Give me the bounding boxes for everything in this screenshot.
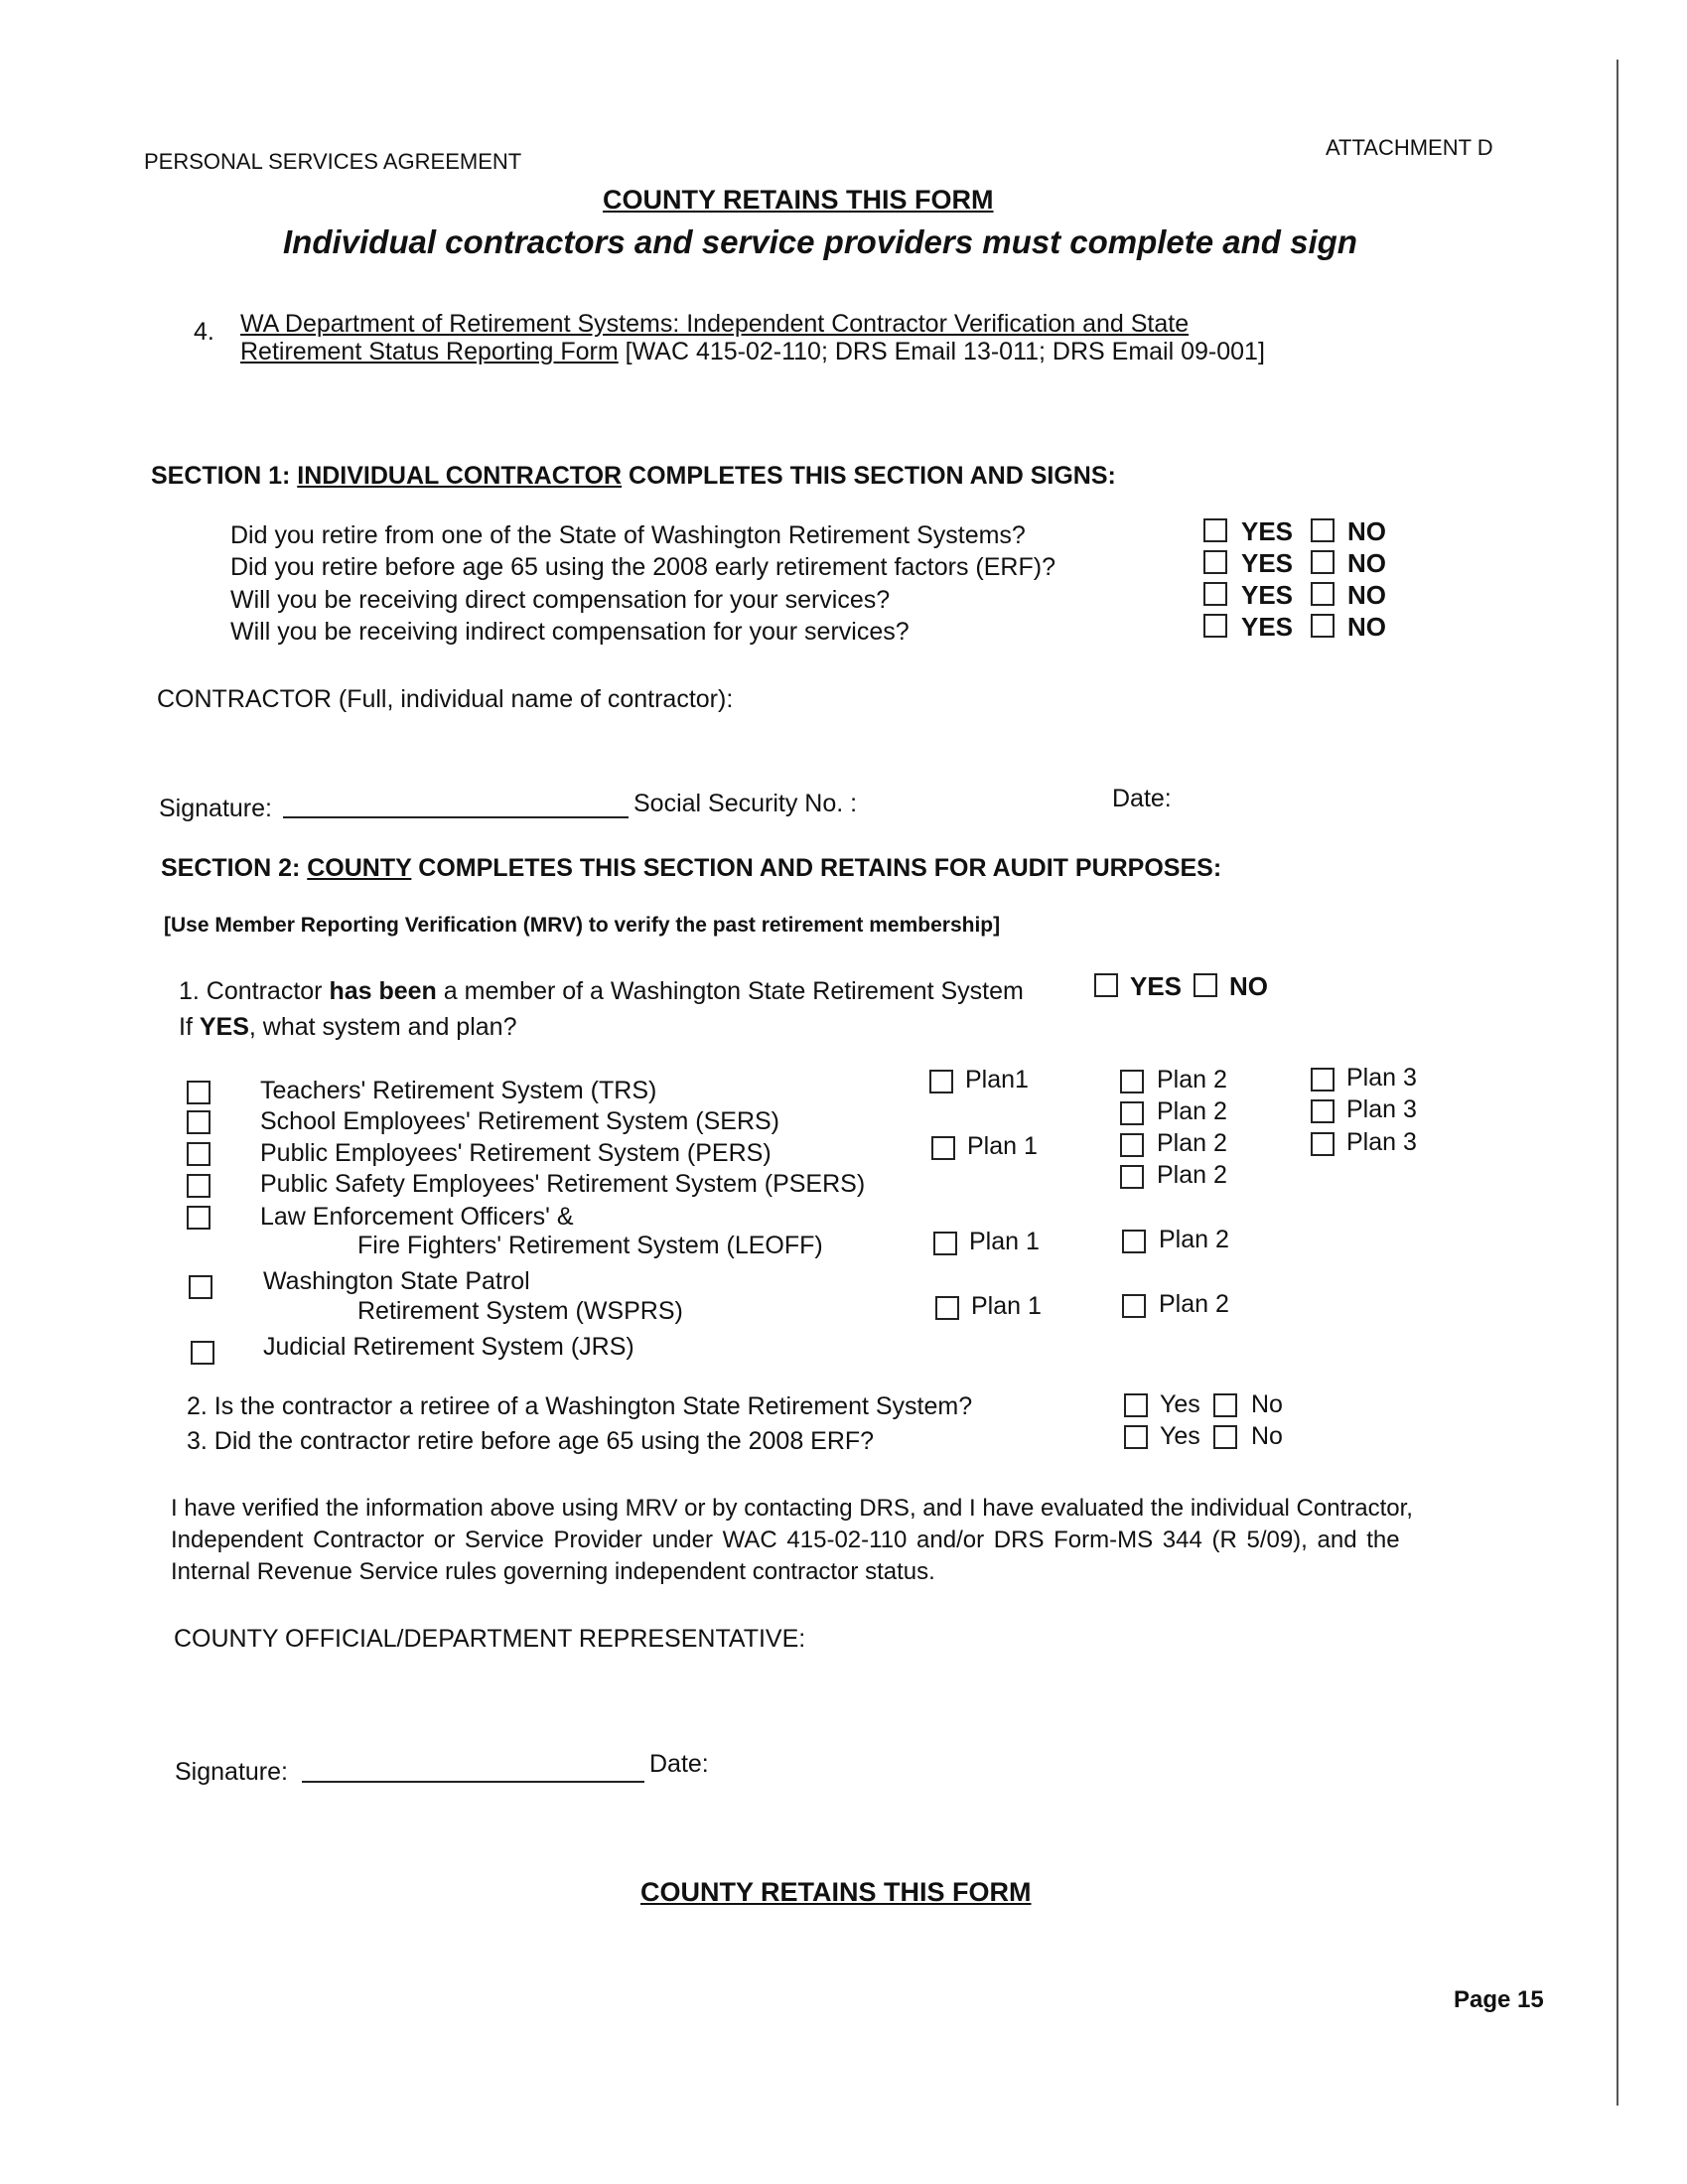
system-pers: Public Employees' Retirement System (PERS)	[260, 1139, 772, 1167]
scan-edge-line	[1617, 60, 1618, 2106]
psers-plan2-label: Plan 2	[1157, 1161, 1227, 1189]
system-sers: School Employees' Retirement System (SERS)	[260, 1107, 780, 1135]
header-right: ATTACHMENT D	[1326, 135, 1493, 160]
sers-plan2-label: Plan 2	[1157, 1097, 1227, 1125]
pers-plan1-checkbox[interactable]	[931, 1136, 955, 1160]
trs-plan2-checkbox[interactable]	[1120, 1070, 1144, 1093]
leoff-plan2-checkbox[interactable]	[1122, 1230, 1146, 1253]
item4-link[interactable]: Retirement Status Reporting Form	[240, 338, 619, 365]
jrs-checkbox[interactable]	[191, 1341, 214, 1365]
pers-plan3-label: Plan 3	[1346, 1128, 1417, 1156]
page-title-bottom: COUNTY RETAINS THIS FORM	[640, 1877, 1032, 1907]
q4-no-checkbox[interactable]	[1311, 614, 1335, 638]
ssn-label: Social Security No. :	[633, 790, 858, 817]
contractor-signature-line[interactable]	[283, 816, 629, 818]
page-subtitle: Individual contractors and service providers must complete and sign	[283, 223, 1357, 260]
q3-no-checkbox[interactable]	[1311, 582, 1335, 606]
q2-no-checkbox[interactable]	[1311, 550, 1335, 574]
system-psers: Public Safety Employees' Retirement System (PSERS)	[260, 1170, 866, 1198]
leoff-plan1-label: Plan 1	[969, 1228, 1040, 1255]
wsprs-plan1-label: Plan 1	[971, 1292, 1042, 1320]
page-title-top: COUNTY RETAINS THIS FORM	[603, 185, 994, 215]
section2-q1: 1. Contractor has been a member of a Washington State Retirement System	[179, 977, 1024, 1005]
page-number: Page 15	[1454, 1986, 1544, 2013]
section2-heading: SECTION 2: COUNTY COMPLETES THIS SECTION AND RETAINS FOR AUDIT PURPOSES:	[161, 854, 1222, 882]
pers-checkbox[interactable]	[187, 1142, 211, 1166]
section1-heading: SECTION 1: INDIVIDUAL CONTRACTOR COMPLETES THIS SECTION AND SIGNS:	[151, 462, 1116, 490]
psers-plan2-checkbox[interactable]	[1120, 1165, 1144, 1189]
section2-q3: 3. Did the contractor retire before age 65 using the 2008 ERF?	[187, 1427, 875, 1455]
leoff-checkbox[interactable]	[187, 1206, 211, 1230]
q1-no-checkbox[interactable]	[1311, 518, 1335, 542]
section2-q2: 2. Is the contractor a retiree of a Washington State Retirement System?	[187, 1392, 973, 1420]
erf-yes-label: Yes	[1160, 1422, 1200, 1450]
section1-question: Will you be receiving direct compensation for your services?	[230, 586, 891, 614]
section1-question: Did you retire before age 65 using the 2008 early retirement factors (ERF)?	[230, 553, 1055, 581]
contractor-date-label: Date:	[1112, 785, 1172, 812]
section2-note: [Use Member Reporting Verification (MRV) to verify the past retirement membership]	[164, 914, 1001, 937]
trs-plan1-checkbox[interactable]	[929, 1070, 953, 1093]
wsprs-plan2-checkbox[interactable]	[1122, 1294, 1146, 1318]
q1-no-label: NO	[1347, 516, 1386, 546]
system-jrs: Judicial Retirement System (JRS)	[263, 1333, 634, 1361]
membership-yes-checkbox[interactable]	[1094, 973, 1118, 997]
erf-no-label: No	[1251, 1422, 1283, 1450]
q3-yes-checkbox[interactable]	[1203, 582, 1227, 606]
section1-question: Did you retire from one of the State of Washington Retirement Systems?	[230, 521, 1026, 549]
sers-checkbox[interactable]	[187, 1110, 211, 1134]
system-trs: Teachers' Retirement System (TRS)	[260, 1077, 657, 1104]
membership-no-checkbox[interactable]	[1194, 973, 1217, 997]
item4-refs: [WAC 415-02-110; DRS Email 13-011; DRS Email 09-001]	[618, 338, 1265, 365]
system-wsp-line2: Retirement System (WSPRS)	[357, 1297, 683, 1325]
q1-yes-label: YES	[1241, 516, 1294, 546]
contractor-signature-label: Signature:	[159, 795, 272, 822]
sers-plan3-label: Plan 3	[1346, 1095, 1417, 1123]
item4-line2	[240, 338, 1265, 366]
membership-yes-label: YES	[1130, 971, 1183, 1001]
q4-yes-checkbox[interactable]	[1203, 614, 1227, 638]
pers-plan3-checkbox[interactable]	[1311, 1132, 1335, 1156]
pers-plan2-checkbox[interactable]	[1120, 1133, 1144, 1157]
section1-question: Will you be receiving indirect compensation for your services?	[230, 618, 910, 646]
verification-text-line1: I have verified the information above using MRV or by contacting DRS, and I have evaluated the individual Contractor,	[171, 1495, 1413, 1522]
system-leoff-line1: Law Enforcement Officers' &	[260, 1203, 574, 1231]
q3-no-label: NO	[1347, 580, 1386, 610]
leoff-plan1-checkbox[interactable]	[933, 1232, 957, 1255]
county-signature-line[interactable]	[302, 1781, 644, 1783]
pers-plan2-label: Plan 2	[1157, 1129, 1227, 1157]
section2-q1-followup: If YES, what system and plan?	[179, 1013, 517, 1041]
retiree-no-checkbox[interactable]	[1213, 1393, 1237, 1417]
q2-yes-label: YES	[1241, 548, 1294, 578]
wsprs-plan1-checkbox[interactable]	[935, 1296, 959, 1320]
q4-yes-label: YES	[1241, 612, 1294, 642]
membership-no-label: NO	[1229, 971, 1268, 1001]
trs-checkbox[interactable]	[187, 1081, 211, 1104]
trs-plan2-label: Plan 2	[1157, 1066, 1227, 1093]
q2-yes-checkbox[interactable]	[1203, 550, 1227, 574]
retiree-no-label: No	[1251, 1390, 1283, 1418]
county-official-label: COUNTY OFFICIAL/DEPARTMENT REPRESENTATIVE:	[174, 1625, 806, 1653]
trs-plan1-label: Plan1	[965, 1066, 1029, 1093]
sers-plan3-checkbox[interactable]	[1311, 1099, 1335, 1123]
erf-no-checkbox[interactable]	[1213, 1425, 1237, 1449]
item4-line1[interactable]: WA Department of Retirement Systems: Independent Contractor Verification and State	[240, 310, 1190, 338]
wsprs-checkbox[interactable]	[189, 1275, 212, 1299]
verification-text-line2: Independent Contractor or Service Provider under WAC 415-02-110 and/or DRS Form-MS 344 (R 5/09), and the	[171, 1527, 1400, 1553]
trs-plan3-checkbox[interactable]	[1311, 1068, 1335, 1092]
header-left: PERSONAL SERVICES AGREEMENT	[144, 149, 522, 174]
pers-plan1-label: Plan 1	[967, 1132, 1038, 1160]
retiree-yes-checkbox[interactable]	[1124, 1393, 1148, 1417]
q2-no-label: NO	[1347, 548, 1386, 578]
verification-text-line3: Internal Revenue Service rules governing independent contractor status.	[171, 1558, 935, 1585]
q1-yes-checkbox[interactable]	[1203, 518, 1227, 542]
q4-no-label: NO	[1347, 612, 1386, 642]
county-date-label: Date:	[649, 1750, 709, 1778]
contractor-name-label: CONTRACTOR (Full, individual name of contractor):	[157, 685, 734, 713]
wsprs-plan2-label: Plan 2	[1159, 1290, 1229, 1318]
q3-yes-label: YES	[1241, 580, 1294, 610]
system-wsp-line1: Washington State Patrol	[263, 1267, 530, 1295]
erf-yes-checkbox[interactable]	[1124, 1425, 1148, 1449]
sers-plan2-checkbox[interactable]	[1120, 1101, 1144, 1125]
trs-plan3-label: Plan 3	[1346, 1064, 1417, 1092]
retiree-yes-label: Yes	[1160, 1390, 1200, 1418]
county-signature-label: Signature:	[175, 1758, 288, 1786]
item4-number: 4.	[194, 318, 214, 346]
psers-checkbox[interactable]	[187, 1174, 211, 1198]
leoff-plan2-label: Plan 2	[1159, 1226, 1229, 1253]
system-leoff-line2: Fire Fighters' Retirement System (LEOFF)	[357, 1232, 823, 1259]
